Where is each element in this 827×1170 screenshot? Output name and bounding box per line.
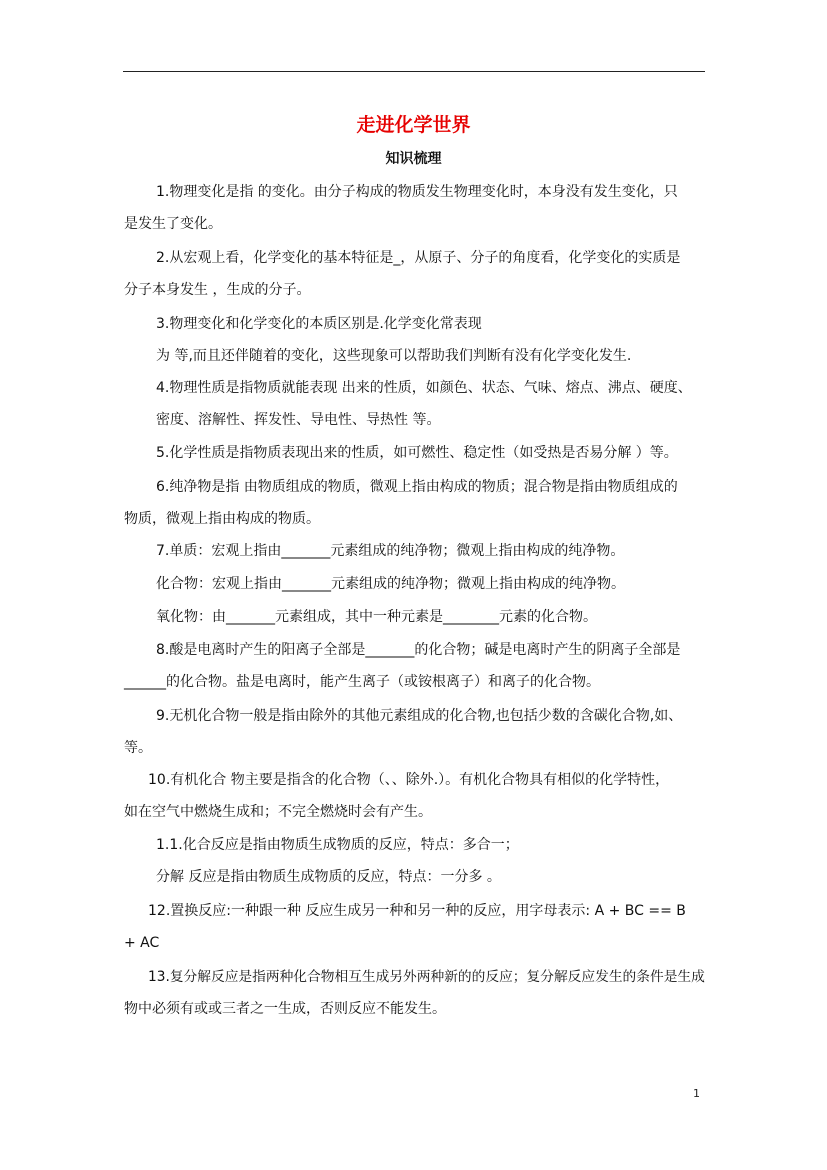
text-line: ______的化合物。盐是电离时，能产生离子（或铵根离子）和离子的化合物。: [124, 674, 600, 690]
text-line: 10.有机化合 物主要是指含的化合物（、、除外.）。有机化合物具有相似的化学特性，: [148, 772, 670, 788]
text-line: 1.1.化合反应是指由物质生成物质的反应，特点：多合一；: [156, 837, 519, 853]
text-line: 密度、溶解性、挥发性、导电性、导热性 等。: [156, 412, 441, 428]
text-line: + AC: [124, 935, 160, 951]
text-line: 13.复分解反应是指两种化合物相互生成另外两种新的的反应；复分解反应发生的条件是生成: [148, 969, 705, 985]
text-line: 物中必须有或或三者之一生成，否则反应不能发生。: [124, 1001, 446, 1017]
text-line: 1.物理变化是指 的变化。由分子构成的物质发生物理变化时，本身没有发生变化，只: [156, 184, 678, 200]
page-number: 1: [693, 1087, 700, 1100]
header-rule: [123, 71, 705, 72]
text-line: 8.酸是电离时产生的阳离子全部是_______的化合物；碱是电离时产生的阴离子全部是: [156, 642, 681, 658]
text-line: 分子本身发生 ，生成的分子。: [124, 282, 311, 298]
text-line: 如在空气中燃烧生成和；不完全燃烧时会有产生。: [124, 804, 432, 820]
text-line: 分解 反应是指由物质生成物质的反应，特点：一分多 。: [156, 869, 501, 885]
page-title: 走进化学世界: [356, 114, 471, 136]
text-line: 7.单质：宏观上指由_______元素组成的纯净物；微观上指由构成的纯净物。: [156, 543, 625, 559]
text-line: 4.物理性质是指物质就能表现 出来的性质，如颜色、状态、气味、熔点、沸点、硬度、: [156, 380, 692, 396]
text-line: 2.从宏观上看，化学变化的基本特征是_，从原子、分子的角度看，化学变化的实质是: [156, 250, 681, 266]
text-line: 是发生了变化。: [124, 216, 222, 232]
text-line: 为 等,而且还伴随着的变化，这些现象可以帮助我们判断有没有化学变化发生.: [156, 348, 632, 364]
text-line: 3.物理变化和化学变化的本质区别是.化学变化常表现: [156, 316, 482, 332]
text-line: 氧化物：由_______元素组成，其中一种元素是________元素的化合物。: [156, 609, 597, 625]
text-line: 6.纯净物是指 由物质组成的物质，微观上指由构成的物质；混合物是指由物质组成的: [156, 479, 678, 495]
text-line: 等。: [124, 740, 152, 756]
section-heading: 知识梳理: [385, 151, 442, 167]
text-line: 化合物：宏观上指由_______元素组成的纯净物；微观上指由构成的纯净物。: [156, 576, 625, 592]
text-line: 物质，微观上指由构成的物质。: [124, 511, 320, 527]
text-line: 5.化学性质是指物质表现出来的性质，如可燃性、稳定性（如受热是否易分解 ）等。: [156, 445, 678, 461]
text-line: 9.无机化合物一般是指由除外的其他元素组成的化合物,也包括少数的含碳化合物,如、: [156, 708, 683, 724]
text-line: 12.置换反应:一种跟一种 反应生成另一种和另一种的反应，用字母表示: A + BC == B: [148, 903, 686, 919]
